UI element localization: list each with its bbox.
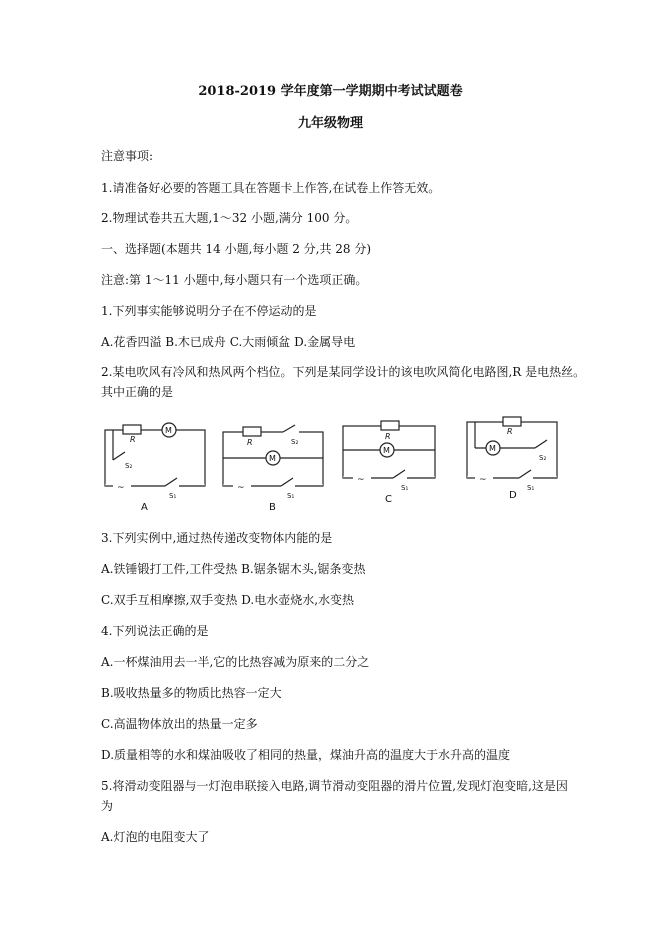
resistor-label: R — [385, 432, 391, 441]
switch-label: S₁ — [527, 484, 535, 492]
motor-label: M — [489, 444, 496, 453]
option-label: C — [385, 494, 392, 505]
question-option: C.高温物体放出的热量一定多 — [101, 717, 258, 731]
circuit-d — [467, 417, 557, 501]
question-option: D.质量相等的水和煤油吸收了相同的热量，煤油升高的温度大于水升高的温度 — [101, 748, 511, 762]
question-option: A.一杯煤油用去一半,它的比热容减为原来的二分之 — [101, 655, 370, 669]
resistor-label: R — [130, 435, 136, 444]
source-symbol: ~ — [357, 475, 365, 485]
section-heading: 一、选择题(本题共 14 小题,每小题 2 分,共 28 分) — [101, 242, 372, 256]
option-label: D — [509, 490, 517, 501]
question-option: A.灯泡的电阻变大了 — [101, 830, 210, 844]
question-stem-cont: 其中正确的是 — [101, 385, 174, 399]
question-stem: 3.下列实例中,通过热传递改变物体内能的是 — [101, 531, 333, 545]
circuit-a — [105, 423, 205, 513]
circuit-b — [223, 425, 323, 513]
question-options: A.铁锤锻打工件,工件受热 B.锯条锯木头,锯条变热 — [101, 562, 366, 576]
question-stem: 5.将滑动变阻器与一灯泡串联接入电路,调节滑动变阻器的滑片位置,发现灯泡变暗,这是因 — [101, 779, 568, 793]
switch-label: S₂ — [125, 462, 133, 470]
page-subtitle: 九年级物理 — [297, 116, 363, 131]
page-title: 2018-2019 学年度第一学期期中考试试题卷 — [198, 84, 463, 99]
motor-label: M — [269, 454, 276, 463]
resistor — [243, 427, 261, 436]
switch-label: S₁ — [401, 484, 409, 492]
source-symbol: ~ — [237, 483, 245, 493]
motor-label: M — [165, 426, 172, 435]
source-symbol: ~ — [117, 483, 125, 493]
resistor-label: R — [247, 438, 253, 447]
resistor — [123, 425, 141, 434]
motor-label: M — [383, 446, 390, 455]
source-symbol: ~ — [479, 475, 487, 485]
switch-label: S₁ — [287, 492, 295, 500]
question-options: A.花香四溢 B.木已成舟 C.大雨倾盆 D.金属导电 — [101, 335, 356, 349]
switch-label: S₂ — [539, 454, 547, 462]
resistor-label: R — [507, 427, 513, 436]
notice-heading: 注意事项: — [101, 149, 154, 163]
switch-label: S₁ — [169, 492, 177, 500]
circuit-c — [343, 421, 435, 505]
switch-label: S₂ — [291, 438, 299, 446]
section-note: 注意:第 1～11 小题中,每小题只有一个选项正确。 — [101, 273, 368, 287]
notice-item: 2.物理试卷共五大题,1～32 小题,满分 100 分。 — [101, 211, 358, 225]
question-stem: 4.下列说法正确的是 — [101, 624, 209, 638]
option-label: B — [269, 502, 276, 513]
question-stem: 2.某电吹风有冷风和热风两个档位。下列是某同学设计的该电吹风简化电路图,R 是电热丝。 — [101, 365, 586, 379]
question-options: C.双手互相摩擦,双手变热 D.电水壶烧水,水变热 — [101, 593, 355, 607]
question-stem-cont: 为 — [101, 799, 114, 813]
notice-item: 1.请准备好必要的答题工具在答题卡上作答,在试卷上作答无效。 — [101, 181, 441, 195]
question-option: B.吸收热量多的物质比热容一定大 — [101, 686, 282, 700]
question-stem: 1.下列事实能够说明分子在不停运动的是 — [101, 304, 317, 318]
resistor — [503, 417, 521, 426]
option-label: A — [141, 502, 148, 513]
circuit-diagrams — [95, 412, 575, 517]
resistor — [381, 421, 399, 430]
